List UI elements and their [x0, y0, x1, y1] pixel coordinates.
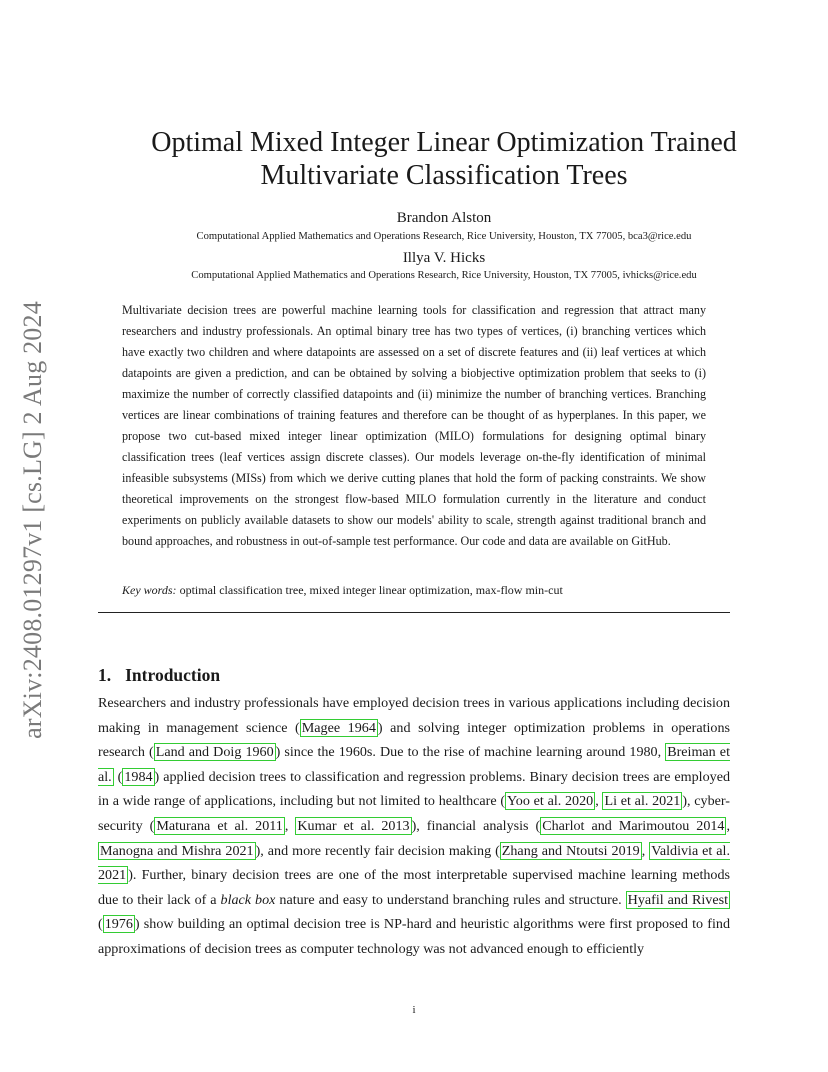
intro-text: (	[98, 916, 103, 933]
intro-text: ,	[641, 842, 650, 859]
author-name-1: Brandon Alston	[396, 210, 492, 226]
intro-text: ), financial analysis (	[411, 817, 541, 834]
paper-title-line-1: Optimal Mixed Integer Linear Optimization Trained	[151, 127, 737, 158]
section-number: 1.	[98, 665, 112, 685]
intro-emphasis: black box	[220, 891, 276, 908]
abstract-text: Multivariate decision trees are powerful machine learning tools for classification and regression that attract many researchers and industry professionals. An optimal binary tree has two types of vertices, (i) branching vertices which have exactly two children and where datapoints are assessed on a set of discrete features and (ii) leaf vertices at which datapoints are given a prediction, and can be obtained by solving a biobjective optimization problem that seeks to (i) maximize the number of correctly classified datapoints and (ii) minimize the number of branching vertices. Branching vertices are linear combinations of training features and therefore can be thought of as hyperplanes. In this paper, we propose two cut-based mixed integer linear optimization (MILO) formulations for designing optimal binary classification trees (leaf vertices assign discrete classes). Our models leverage on-the-fly identification of minimal infeasible subsystems (MISs) from which we derive cutting planes that hold the form of packing constraints. We show theoretical improvements on the strongest flow-based MILO formulation currently in the literature and conduct experiments on publicly available datasets to show our models' ability to scale, strength against traditional branch and bound approaches, and robustness in out-of-sample test performance. Our code and data are available on GitHub.	[122, 303, 706, 548]
citation-link[interactable]: Valdivia et al. 2021	[98, 842, 731, 884]
intro-text: ) and solving integer optimization problems in operations research (	[98, 719, 731, 761]
intro-text: ), cyber-security (	[98, 793, 731, 834]
intro-text: Researchers and industry professionals have employed decision trees in various applications including decision making in management science (	[98, 695, 730, 736]
introduction-paragraph	[98, 691, 730, 962]
intro-text: ), and more recently fair decision making (	[255, 842, 500, 859]
author-affiliation-1: Computational Applied Mathematics and Operations Research, Rice University, Houston, TX 77005, bca3@rice.edu	[196, 231, 692, 242]
arxiv-identifier-text: arXiv:2408.01297v1 [cs.LG] 2 Aug 2024	[18, 301, 47, 739]
citation-link[interactable]: 1976	[104, 916, 133, 933]
intro-text: ). Further, binary decision trees are one of the most interpretable supervised machine learning methods due to their lack of a	[98, 867, 730, 908]
page-number: i	[412, 1004, 416, 1016]
author-affiliation-2: Computational Applied Mathematics and Operations Research, Rice University, Houston, TX 77005, ivhicks@rice.edu	[191, 270, 697, 281]
intro-text: ,	[595, 793, 603, 810]
citation-link[interactable]: Land and Doig 1960	[155, 744, 274, 761]
keywords-label: Key words:	[122, 583, 177, 597]
citation-link[interactable]: Charlot and Marimoutou 2014	[542, 817, 725, 834]
citation-link[interactable]: Magee 1964	[301, 719, 376, 736]
intro-text: nature and easy to understand branching rules and structure.	[275, 891, 626, 908]
citation-link[interactable]: Manogna and Mishra 2021	[100, 842, 254, 859]
intro-text: ) applied decision trees to classification and regression problems. Binary decision trees are employed in a wide range of applications, including but not limited to healthcare (	[98, 768, 730, 810]
citation-link[interactable]: Hyafil and Rivest	[627, 891, 728, 908]
section-heading-introduction	[98, 665, 220, 686]
citation-link[interactable]: Li et al. 2021	[604, 793, 681, 810]
section-divider	[98, 612, 730, 613]
intro-text: ,	[284, 817, 296, 834]
author-name-2: Illya V. Hicks	[402, 250, 486, 266]
keywords	[122, 583, 563, 598]
citation-link[interactable]: Maturana et al. 2011	[156, 817, 283, 834]
keywords-text: optimal classification tree, mixed integer linear optimization, max-flow min-cut	[179, 583, 563, 597]
citation-link[interactable]: Yoo et al. 2020	[507, 793, 594, 810]
paper-title-line-2: Multivariate Classification Trees	[260, 160, 628, 191]
intro-text: (	[113, 768, 123, 785]
citation-link[interactable]: Breiman et al.	[98, 744, 730, 785]
intro-text: ) show building an optimal decision tree is NP-hard and heuristic algorithms were first proposed to find approximations of decision trees as computer technology was not advanced enough to efficiently	[98, 916, 730, 957]
arxiv-identifier-stamp	[18, 290, 48, 750]
citation-link[interactable]: 1984	[124, 768, 153, 785]
intro-text: ,	[726, 817, 731, 834]
section-title: Introduction	[125, 665, 221, 685]
citation-link[interactable]: Zhang and Ntoutsi 2019	[501, 842, 640, 859]
intro-text: ) since the 1960s. Due to the rise of machine learning around 1980,	[275, 744, 666, 761]
paper-title	[60, 126, 828, 192]
citation-link[interactable]: Kumar et al. 2013	[297, 817, 410, 834]
